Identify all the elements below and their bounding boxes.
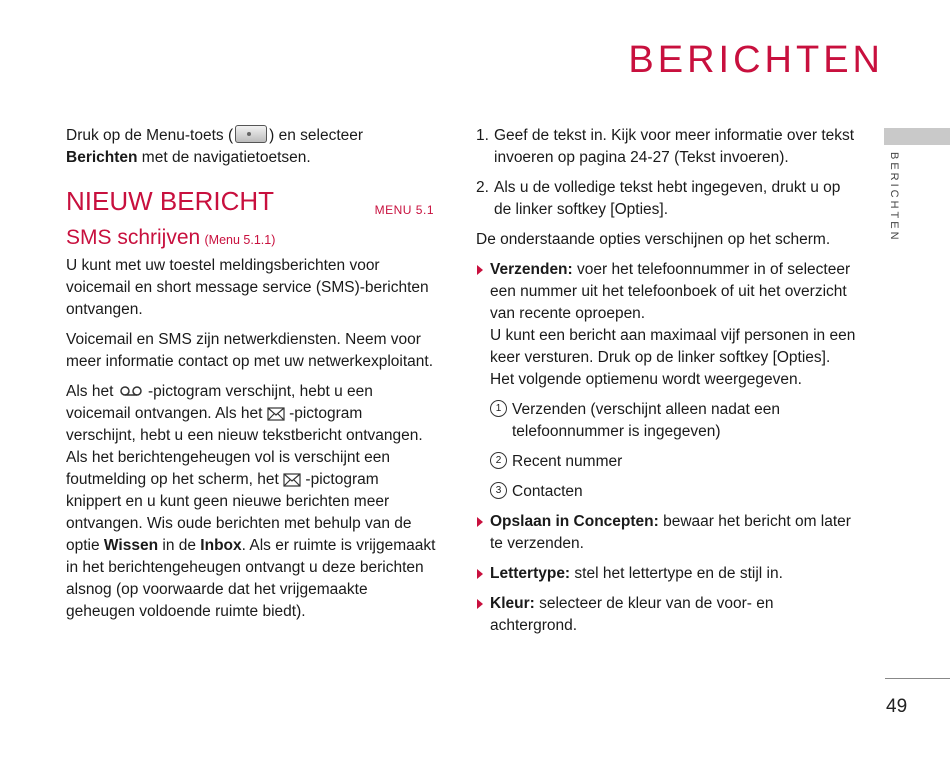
envelope-icon xyxy=(267,407,285,421)
subsection-title: SMS schrijven xyxy=(66,226,201,249)
side-tab-label: BERICHTEN xyxy=(888,152,900,243)
page-title: BERICHTEN xyxy=(628,39,884,81)
option-verzenden: Verzenden: voer het telefoonnummer in of selecteer een nummer uit het telefoonboek of uit het overzicht van recente oproepen. U kunt een bericht aan maximaal vijf personen in een keer versturen. Druk op de linker softkey [Opties]. Het volgende optiemenu wordt weergegeven. xyxy=(476,259,856,391)
option-kleur: Kleur: selecteer de kleur van de voor- en achtergrond. xyxy=(476,593,856,637)
arrow-bullet-icon xyxy=(477,599,483,609)
side-tab xyxy=(884,128,950,145)
footer-divider xyxy=(885,678,950,679)
steps-list xyxy=(476,125,856,221)
arrow-bullet-icon xyxy=(477,265,483,275)
submenu-item: 2 Recent nummer xyxy=(476,451,856,473)
arrow-bullet-icon xyxy=(477,569,483,579)
right-column xyxy=(476,125,856,645)
submenu-item: 1 Verzenden (verschijnt alleen nadat een telefoonnummer is ingegeven) xyxy=(476,399,856,443)
paragraph-2: Voicemail en SMS zijn netwerkdiensten. Neem voor meer informatie contact op met uw netwerkexploitant. xyxy=(66,331,434,370)
list-item: 2. Als u de volledige tekst hebt ingegeven, drukt u op de linker softkey [Opties]. xyxy=(476,179,841,218)
subsection-heading xyxy=(66,227,436,251)
submenu-item: 3 Contacten xyxy=(476,481,856,503)
envelope-icon xyxy=(283,473,301,487)
options-intro: De onderstaande opties verschijnen op het scherm. xyxy=(476,231,831,248)
paragraph-1: U kunt met uw toestel meldingsberichten voor voicemail en short message service (SMS)-berichten ontvangen. xyxy=(66,257,429,318)
list-item: 1. Geef de tekst in. Kijk voor meer informatie over tekst invoeren op pagina 24-27 (Tekst invoeren). xyxy=(476,127,855,166)
subsection-menu-code: (Menu 5.1.1) xyxy=(204,233,276,247)
arrow-bullet-icon xyxy=(477,517,483,527)
section-title: NIEUW BERICHT xyxy=(66,186,274,216)
option-opslaan: Opslaan in Concepten: bewaar het bericht om later te verzenden. xyxy=(476,511,856,555)
paragraph-3: Als het -pictogram verschijnt, hebt u een voicemail ontvangen. Als het -pictogram verschijnt, hebt u een nieuw tekstbericht ontvangen. Als het berichtengeheugen vol is verschijnt een foutmelding op het scherm, het -pictogram knippert en u kunt geen nieuwe berichten meer ontvangen. Wis oude berichten met behulp van de optie Wissen in de Inbox. Als er ruimte is vrijgemaakt in het berichtengeheugen ontvangt u deze berichten alsnog (op voorwaarde dat het vrijgemaakte geheugen voldoende ruimte biedt). xyxy=(66,383,436,620)
option-lettertype: Lettertype: stel het lettertype en de stijl in. xyxy=(476,563,856,585)
section-heading xyxy=(66,185,436,221)
menu-key-icon xyxy=(235,125,267,143)
left-column xyxy=(66,125,436,631)
section-menu-code: MENU 5.1 xyxy=(374,203,434,217)
voicemail-icon xyxy=(118,385,144,399)
intro-paragraph: Druk op de Menu-toets ( ) en selecteer Berichten met de navigatietoetsen. xyxy=(66,127,364,166)
page-number: 49 xyxy=(886,696,908,717)
